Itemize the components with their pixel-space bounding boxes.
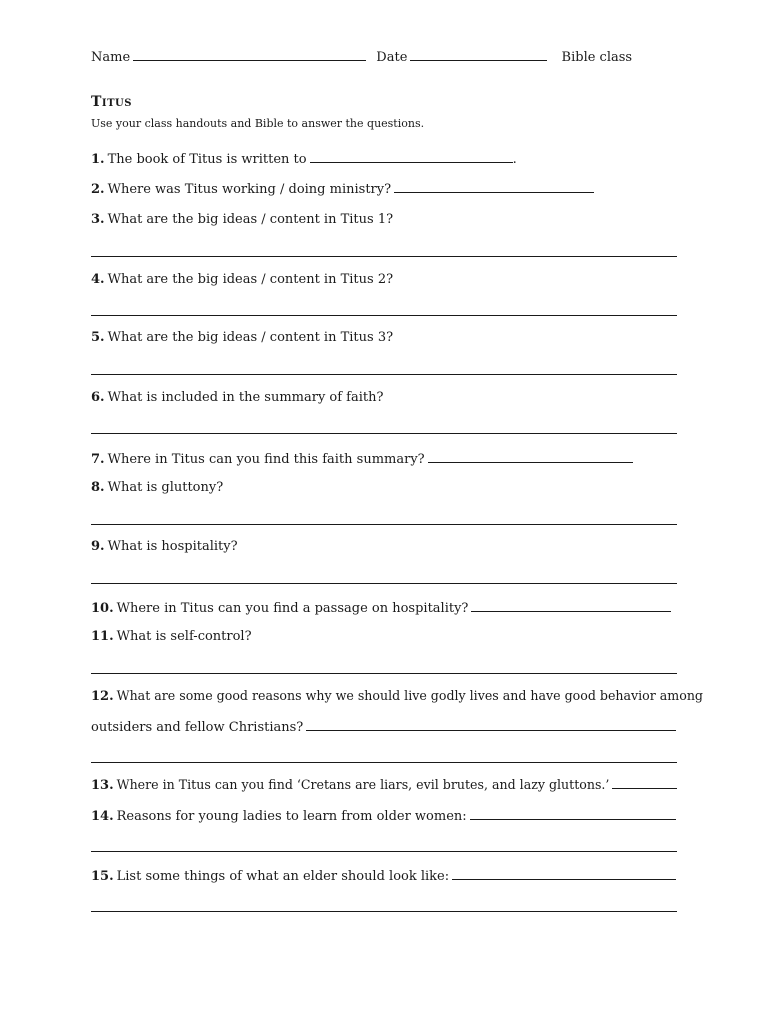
question-6 [91, 390, 383, 405]
question-13 [91, 776, 677, 793]
name-blank[interactable] [133, 48, 366, 61]
answer-blank[interactable] [452, 867, 676, 880]
question-number: 12. [91, 689, 114, 704]
answer-blank[interactable] [470, 807, 676, 820]
question-14 [91, 807, 676, 824]
question-1 [91, 150, 517, 167]
question-suffix: . [512, 152, 517, 167]
question-2 [91, 180, 594, 197]
answer-line[interactable] [91, 911, 677, 912]
question-text: What are some good reasons why we should live godly lives and have good behavior among [116, 688, 703, 703]
question-text: What are the big ideas / content in Titus 3? [107, 330, 394, 345]
question-text: outsiders and fellow Christians? [91, 720, 304, 735]
question-number: 2. [91, 182, 105, 197]
question-text: What is hospitality? [107, 539, 238, 554]
question-15 [91, 867, 676, 884]
answer-line[interactable] [91, 315, 677, 316]
date-blank[interactable] [410, 48, 547, 61]
question-text: What is gluttony? [107, 480, 224, 495]
answer-blank[interactable] [306, 718, 676, 731]
question-number: 14. [91, 809, 114, 824]
question-number: 3. [91, 212, 105, 227]
question-text: Where in Titus can you find this faith summary? [107, 452, 425, 467]
question-12-continued [91, 718, 676, 735]
question-number: 15. [91, 869, 114, 884]
question-text: What is self-control? [116, 629, 252, 644]
question-number: 1. [91, 152, 105, 167]
question-number: 5. [91, 330, 105, 345]
question-12 [91, 688, 703, 704]
question-number: 10. [91, 601, 114, 616]
question-text: What are the big ideas / content in Titus 1? [107, 212, 394, 227]
question-text: What are the big ideas / content in Titus 2? [107, 272, 394, 287]
question-number: 6. [91, 390, 105, 405]
question-11 [91, 629, 252, 644]
question-number: 13. [91, 778, 114, 793]
question-3 [91, 212, 393, 227]
question-text: What is included in the summary of faith? [107, 390, 384, 405]
question-text: The book of Titus is written to [107, 152, 307, 167]
answer-line[interactable] [91, 524, 677, 525]
answer-line[interactable] [91, 673, 677, 674]
answer-blank[interactable] [428, 450, 633, 463]
question-number: 11. [91, 629, 114, 644]
question-text: Where in Titus can you find ‘Cretans are liars, evil brutes, and lazy gluttons.’ [116, 777, 610, 792]
question-5 [91, 330, 393, 345]
answer-line[interactable] [91, 762, 677, 763]
answer-line[interactable] [91, 583, 677, 584]
question-9 [91, 539, 238, 554]
class-label: Bible class [561, 50, 633, 65]
answer-blank[interactable] [310, 150, 513, 163]
question-text: Where was Titus working / doing ministry? [107, 182, 392, 197]
question-number: 9. [91, 539, 105, 554]
answer-blank[interactable] [612, 776, 677, 789]
answer-line[interactable] [91, 433, 677, 434]
page-title: Titus [91, 94, 132, 110]
question-text: Reasons for young ladies to learn from older women: [116, 809, 467, 824]
question-number: 7. [91, 452, 105, 467]
date-label: Date [376, 50, 408, 65]
answer-line[interactable] [91, 256, 677, 257]
question-text: List some things of what an elder should look like: [116, 869, 450, 884]
instructions: Use your class handouts and Bible to answer the questions. [91, 117, 425, 130]
answer-blank[interactable] [471, 599, 671, 612]
question-10 [91, 599, 671, 616]
question-text: Where in Titus can you find a passage on hospitality? [116, 601, 469, 616]
header-row [91, 48, 677, 65]
name-label: Name [91, 50, 131, 65]
question-7 [91, 450, 633, 467]
question-4 [91, 272, 393, 287]
answer-blank[interactable] [394, 180, 594, 193]
question-number: 4. [91, 272, 105, 287]
question-number: 8. [91, 480, 105, 495]
question-8 [91, 480, 223, 495]
answer-line[interactable] [91, 851, 677, 852]
answer-line[interactable] [91, 374, 677, 375]
